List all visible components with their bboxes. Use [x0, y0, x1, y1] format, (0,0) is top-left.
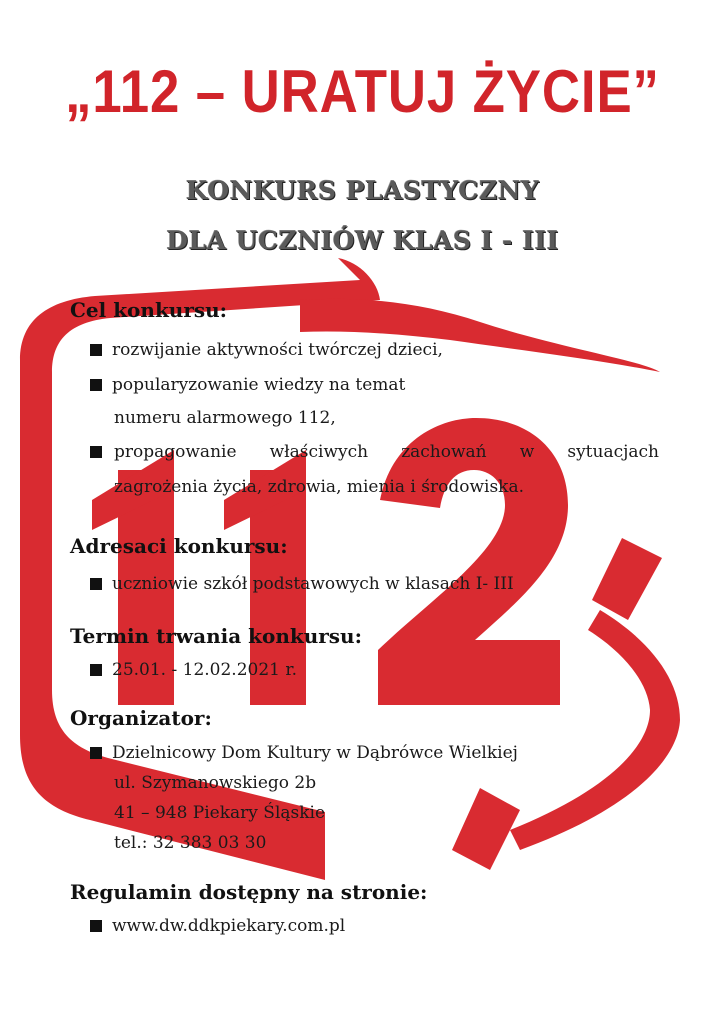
cel-item-2: popularyzowanie wiedzy na temat [90, 375, 405, 395]
cel-item-3 [90, 442, 112, 462]
organizator-line-4: tel.: 32 383 03 30 [114, 833, 267, 853]
section-heading-termin: Termin trwania konkursu: [70, 624, 362, 648]
cel-item-3-line-2: zagrożenia życia, zdrowia, mienia i środowiska. [114, 477, 525, 497]
organizator-line-1: Dzielnicowy Dom Kultury w Dąbrówce Wielkiej [90, 743, 518, 763]
section-heading-organizator: Organizator: [70, 706, 212, 730]
bullet-square-icon [90, 747, 102, 759]
section-heading-cel: Cel konkursu: [70, 298, 228, 322]
termin-item-1: 25.01. - 12.02.2021 r. [90, 660, 297, 680]
bullet-square-icon [90, 379, 102, 391]
section-heading-regulamin: Regulamin dostępny na stronie: [70, 880, 428, 904]
subtitle-line-1: KONKURS PLASTYCZNY [185, 176, 540, 205]
bullet-square-icon [90, 920, 102, 932]
organizator-line-3: 41 – 948 Piekary Śląskie [114, 803, 326, 823]
cel-item-1: rozwijanie aktywności twórczej dzieci, [90, 340, 443, 360]
section-heading-adresaci: Adresaci konkursu: [70, 534, 288, 558]
subtitle-line-2: DLA UCZNIÓW KLAS I - III [166, 226, 559, 255]
regulamin-link[interactable]: www.dw.ddkpiekary.com.pl [112, 916, 346, 936]
bullet-square-icon [90, 578, 102, 590]
cel-item-3-line-1: propagowanie właściwych zachowań w sytuacjach [114, 442, 659, 462]
bullet-square-icon [90, 446, 102, 458]
poster-title: „112 – URATUJ ŻYCIE” [65, 58, 660, 125]
bullet-square-icon [90, 344, 102, 356]
bullet-square-icon [90, 664, 102, 676]
adresaci-item-1: uczniowie szkół podstawowych w klasach I- III [90, 574, 514, 594]
organizator-line-2: ul. Szymanowskiego 2b [114, 773, 317, 793]
cel-item-2-cont: numeru alarmowego 112, [114, 408, 336, 428]
regulamin-item-1 [90, 916, 345, 936]
